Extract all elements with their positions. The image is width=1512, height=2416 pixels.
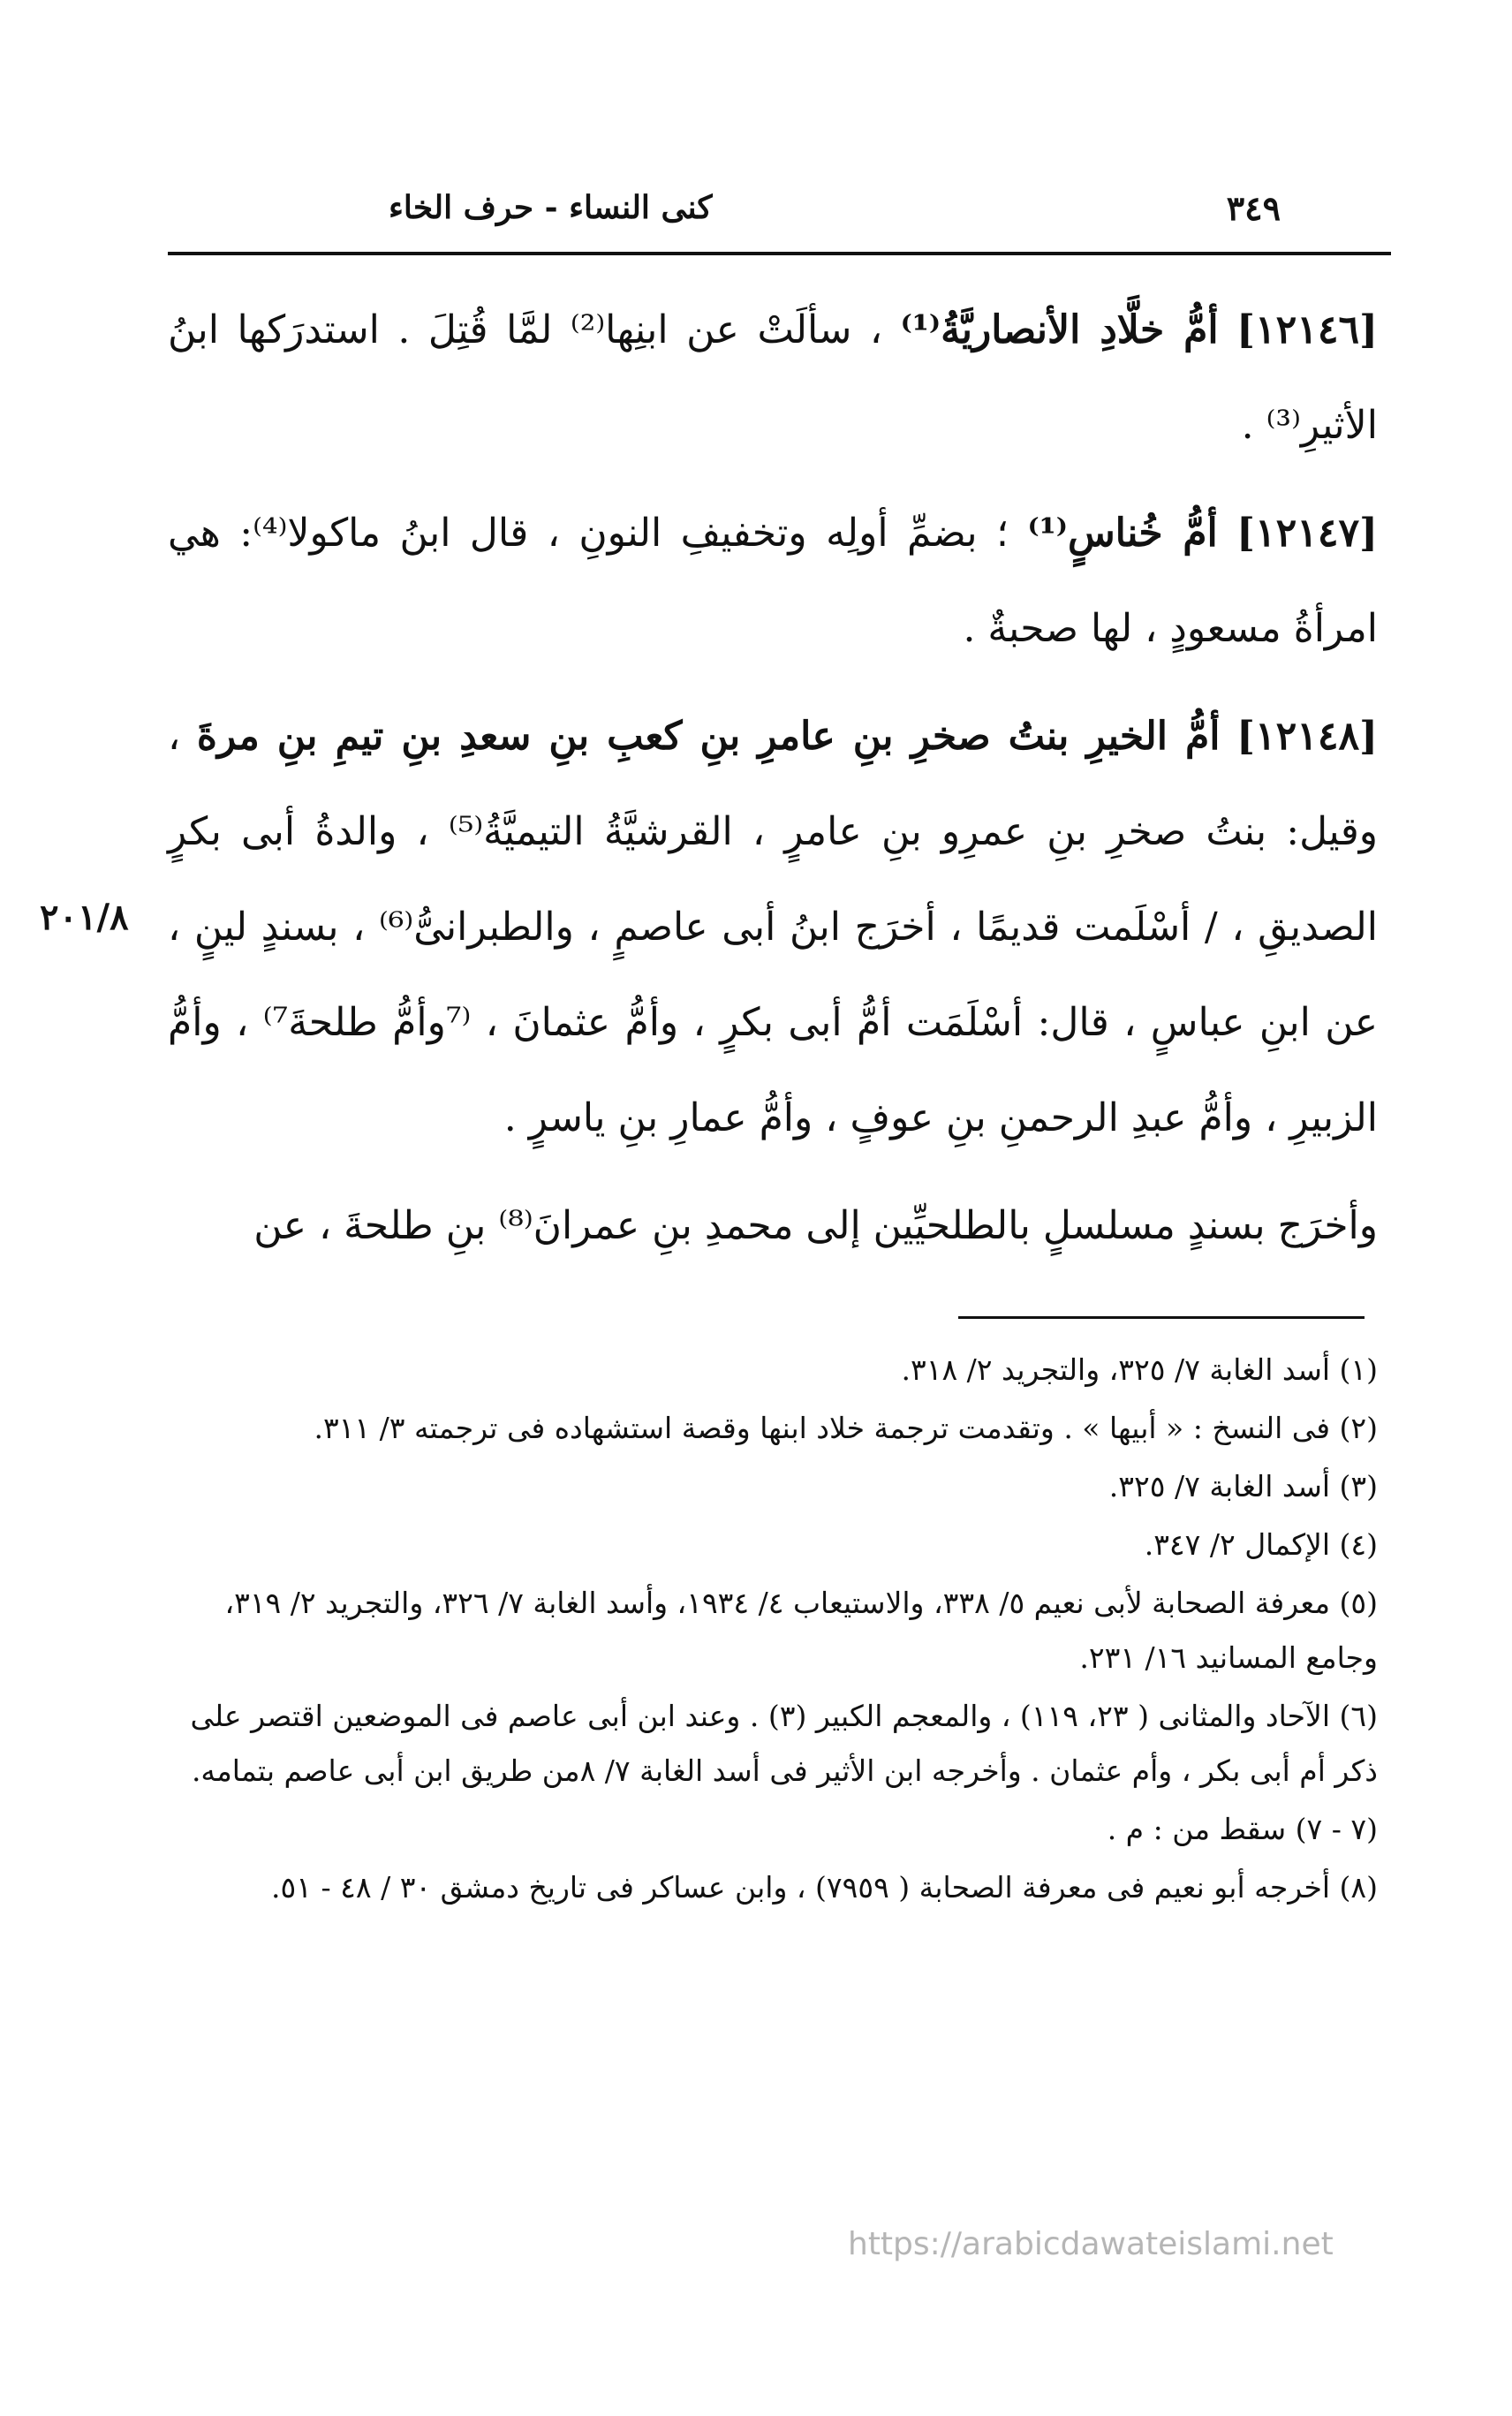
entry-name: أمُّ خُناسٍ⁽¹⁾	[1027, 511, 1218, 556]
footnote: (٦) الآحاد والمثانى ( ٢٣، ١١٩) ، والمعجم الكبير (٣) . وعند ابن أبى عاصم فى الموضعين اقتصر على ذكر أم أبى بكر ، وأم عثمان . وأخرجه ابن الأثير فى أسد الغابة ٧/ ٨من طريق ابن أبى عاصم بتمامه.	[190, 1699, 1378, 1788]
margin-note: ٢٠١/٨	[40, 897, 129, 938]
page-header	[168, 177, 1378, 239]
footnote: (٤) الإكمال ٢/ ٣٤٧.	[1144, 1527, 1378, 1562]
entry-text: ، وقيل: بنتُ صخرِ بنِ عمرِو بنِ عامرٍ ، القرشيَّةُ التيميَّةُ⁽⁵⁾ ، والدةُ أبى بكرٍ الصديقِ ، / أسْلَمت قديمًا ، أخرَج ابنُ أبى عاصمٍ ، والطبرانىُّ⁽⁶⁾ ، بسندٍ لينٍ ، عن ابنِ عباسٍ ، قال: أسْلَمَت أمُّ أبى بكرٍ ، وأمُّ عثمانَ ، ⁽⁷وأمُّ طلحةَ⁷⁾ ، وأمُّ الزبيرِ ، وأمُّ عبدِ الرحمنِ بنِ عوفٍ ، وأمُّ عمارِ بنِ ياسرٍ .	[168, 714, 1378, 1140]
header-rule	[168, 252, 1391, 255]
footnotes	[168, 1343, 1378, 1919]
entry-12148	[168, 689, 1378, 1166]
footnote: (٣) أسد الغابة ٧/ ٣٢٥.	[1108, 1469, 1378, 1503]
entry-12147	[168, 486, 1378, 677]
main-text	[168, 283, 1378, 1274]
entry-text: ؛ بضمِّ أولِه وتخفيفِ النونِ ، قال ابنُ ماكولا⁽⁴⁾: هي امرأةُ مسعودٍ ، لها صحبةٌ .	[168, 511, 1378, 651]
page-number: ٣٤٩	[1226, 187, 1281, 228]
footnote-rule	[958, 1316, 1365, 1319]
entry-number: [١٢١٤٦]	[1236, 307, 1378, 352]
entry-12146	[168, 283, 1378, 473]
footnote: (٢) فى النسخ : « أبيها » . وتقدمت ترجمة خلاد ابنها وقصة استشهاده فى ترجمته ٣/ ٣١١.	[314, 1411, 1378, 1445]
entry-name: أمُّ الخيرِ بنتُ صخرِ بنِ عامرِ بنِ كعبِ بنِ سعدِ بنِ تيمِ بنِ مرةَ	[196, 714, 1221, 759]
entry-name: أمُّ خلَّادِ الأنصاريَّةُ⁽¹⁾	[900, 307, 1219, 352]
watermark-url: https://arabicdawateislami.net	[848, 2226, 1334, 2262]
footnote: (٨) أخرجه أبو نعيم فى معرفة الصحابة ( ٧٩٥٩) ، وابن عساكر فى تاريخ دمشق ٣٠ / ٤٨ - ٥١.	[271, 1870, 1378, 1905]
entry-number: [١٢١٤٨]	[1236, 714, 1378, 759]
running-title: كنى النساء - حرف الخاء	[389, 189, 713, 226]
footnote: (٥) معرفة الصحابة لأبى نعيم ٥/ ٣٣٨، والاستيعاب ٤/ ١٩٣٤، وأسد الغابة ٧/ ٣٢٦، والتجريد ٢/ ٣١٩، وجامع المسانيد ١٦/ ٢٣١.	[224, 1586, 1378, 1675]
footnote: (١) أسد الغابة ٧/ ٣٢٥، والتجريد ٢/ ٣١٨.	[901, 1352, 1378, 1387]
footnote: (٧ - ٧) سقط من : م .	[1107, 1812, 1378, 1846]
entry-number: [١٢١٤٧]	[1236, 511, 1378, 556]
entry-text: ، سألَتْ عن ابنِها⁽²⁾ لمَّا قُتِلَ . استدرَكها ابنُ الأثيرِ⁽³⁾ .	[168, 307, 1378, 448]
continuation-paragraph: وأخرَج بسندٍ مسلسلٍ بالطلحيِّين إلى محمدِ بنِ عمرانَ⁽⁸⁾ بنِ طلحةَ ، عن	[253, 1203, 1378, 1248]
